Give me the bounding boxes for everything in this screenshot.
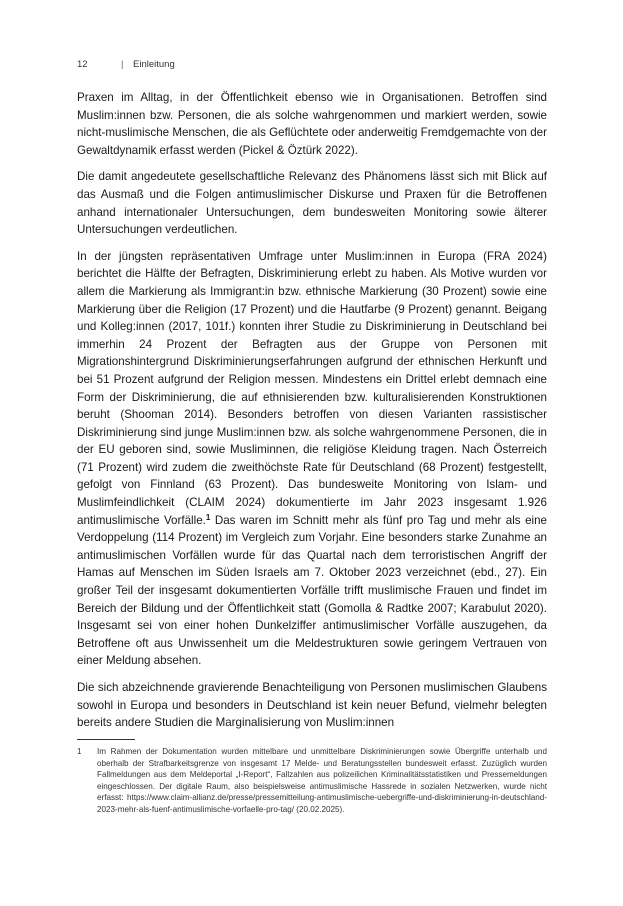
- paragraph-2: Die damit angedeutete gesellschaftliche Relevanz des Phänomens lässt sich mit Blick auf das Ausmaß und die Folgen antimuslimischer Diskurse und Praxen für die Betroffenen anhand internationaler Untersuchungen, dem bundesweiten Monitoring sowie älterer Untersuchungen verdeutlichen.: [77, 170, 547, 237]
- header-separator: |: [121, 59, 124, 70]
- paragraph-1: Praxen im Alltag, in der Öffentlichkeit ebenso wie in Organisationen. Betroffen sind Muslim:innen bzw. Personen, die als solche wahrgenommen und markiert werden, sowie nicht-muslimische Menschen, die als Geflüchtete oder anderweitig Fremdgemachte von der Gewaltdynamik erfasst werden (Pickel & Öztürk 2022).: [77, 91, 547, 157]
- footnote-text: Im Rahmen der Dokumentation wurden mittelbare und unmittelbare Diskriminierungen sowie Übergriffe unterhalb und oberhalb der Strafbarkeitsgrenze von insgesamt 17 Melde- und Beratungsstellen bundesweit erfasst. Zuzüglich wurden Fallmeldungen aus dem Meldeportal „I-Report“, Fallzahlen aus polizeilichen Kriminalitätsstatistiken und Pressemeldungen eingeschlossen. Der digitale Raum, also beispielsweise antimuslimische Hassrede in sozialen Netzwerken, wurde nicht erfasst: https://www.claim-allianz.de/presse/pressemitteilung-antimuslimische-uebergriffe-und-diskriminierung-in-deutschland-2023-mehr-als-fuenf-antimuslimische-vorfaelle-pro-tag/ (20.02.2025).: [97, 747, 547, 814]
- footnote-reference[interactable]: 1: [205, 512, 211, 522]
- body-text: [77, 89, 547, 732]
- footnote-divider: [77, 739, 135, 740]
- paragraph-4: Die sich abzeichnende gravierende Benachteiligung von Personen muslimischen Glaubens sowohl in Europa und besonders in Deutschland ist kein neuer Befund, vielmehr belegten bereits andere Studien die Marginalisierung von Muslim:innen: [77, 681, 547, 730]
- footnote-number: 1: [77, 747, 82, 756]
- paragraph-3-part-2: Das waren im Schnitt mehr als fünf pro Tag und mehr als eine Verdoppelung (114 Prozent) im Vergleich zum Vorjahr. Eine besonders starke Zunahme an antimuslimischen Vorfällen wurde für das Quartal nach dem terroristischen Angriff der Hamas auf Menschen im Süden Israels am 7. Oktober 2023 verzeichnet (ebd., 27). Ein großer Teil der insgesamt dokumentierten Vorfälle trifft muslimische Frauen und findet im Bereich der Bildung und der Öffentlichkeit statt (Gomolla & Radtke 2007; Karabulut 2020). Insgesamt sei von einer hohen Dunkelziffer antimuslimischer Vorfälle auszugehen, da Betroffene oft aus Unwissenheit um die Meldestrukturen sowie geringem Vertrauen von einer Meldung absehen.: [77, 513, 547, 668]
- paragraph-3-part-1: In der jüngsten repräsentativen Umfrage unter Muslim:innen in Europa (FRA 2024) berichtet die Hälfte der Befragten, Diskriminierung erlebt zu haben. Als Motive wurden vor allem die Markierung als Immigrant:in bzw. ethnische Markierung (30 Prozent) sowie eine Markierung über die Religion (17 Prozent) und die Hautfarbe (9 Prozent) genannt. Beigang und Kolleg:innen (2017, 101f.) konnten ihrer Studie zu Diskriminierung in Deutschland bei immerhin 24 Prozent der Befragten aus der Gruppe von Personen mit Migrationshintergrund Diskriminierungserfahrungen aufgrund der ethnischen Herkunft und bei 51 Prozent aufgrund der Religion messen. Mindestens ein Drittel erlebt demnach eine Form der Diskriminierung, die auf ethnisierenden bzw. kulturalisierenden Konstruktionen beruht (Shooman 2014). Besonders betroffen von diesen Varianten rassistischer Diskriminierung sind junge Muslim:innen bzw. als solche wahrgenommene Personen, die in der EU geboren sind, sowie Musliminnen, die religiöse Kleidung tragen. Nach Österreich (71 Prozent) wird zudem die zweithöchste Rate für Deutschland (68 Prozent) festgestellt, gefolgt von Finnland (63 Prozent). Das bundesweite Monitoring von Islam- und Muslimfeindlichkeit (CLAIM 2024) dokumentierte im Jahr 2023 insgesamt 1.926 antimuslimische Vorfälle.: [77, 249, 547, 527]
- running-header: [77, 59, 175, 70]
- page-number: 12: [77, 59, 88, 70]
- paragraph-3: [77, 248, 547, 670]
- footnote: [77, 746, 547, 816]
- chapter-title: Einleitung: [133, 59, 175, 70]
